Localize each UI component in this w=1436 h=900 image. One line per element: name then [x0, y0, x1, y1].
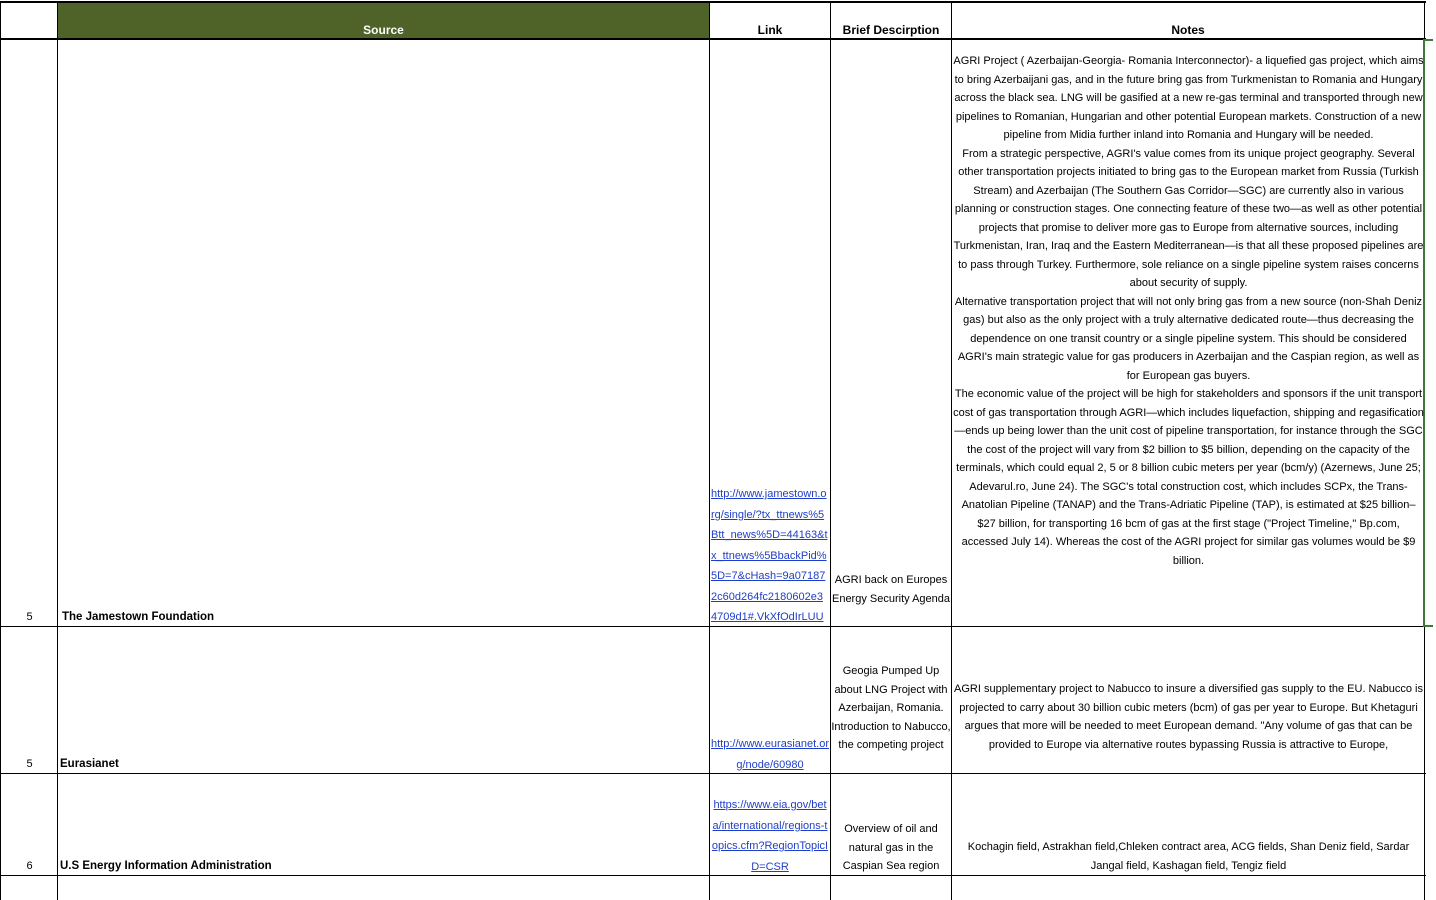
notes-cell[interactable]: [953, 680, 1424, 754]
notes-paragraph: the cost of the project will vary from $2 billion to $5 billion, depending on the capacity of the terminals, which could equal 2, 5 or 8 billion cubic meters per year (bcm/y) (Azernews, June 25; Adevarul.ro, June 24). The SGC's total construction cost, which includes SCPx, the Trans-Anatolian Pipeline (TANAP) and the Trans-Adriatic Pipeline (TAP), is estimated at $25 billion–$27 billion, for transporting 16 bcm of gas at the first stage ("Project Timeline," Bp.com, accessed July 14). Whereas the cost of the AGRI project for similar gas volumes would be $9 billion.: [956, 443, 1421, 567]
row-number[interactable]: 5: [26, 611, 33, 623]
brief-description-cell[interactable]: Geogia Pumped Up about LNG Project with Azerbaijan, Romania. Introduction to Nabucco, the competing project: [831, 665, 951, 751]
brief-description-cell[interactable]: AGRI back on Europes Energy Security Agenda: [831, 574, 951, 605]
notes-paragraph: The economic value of the project will be high for stakeholders and sponsors if the unit transport cost of gas transportation through AGRI—which includes liquefaction, shipping and regasification—ends up being lower than the unit cost of pipeline transportation, for instance through the SGC: [953, 388, 1424, 437]
link-cell[interactable]: https://www.eia.gov/beta/international/regions-topics.cfm?RegionTopicID=CSR: [711, 799, 829, 873]
source-cell[interactable]: U.S Energy Information Administration: [60, 860, 272, 872]
row-number[interactable]: 6: [26, 860, 33, 872]
row-number[interactable]: 5: [26, 758, 33, 770]
header-brief-description[interactable]: Brief Descirption: [842, 23, 940, 37]
header-source[interactable]: Source: [363, 23, 404, 37]
notes-paragraph: Kochagin field, Astrakhan field,Chleken contract area, ACG fields, Shan Deniz field, Sardar Jangal field, Kashagan field, Tengiz field: [967, 841, 1410, 872]
notes-paragraph: AGRI supplementary project to Nabucco to insure a diversified gas supply to the EU. Nabucco is projected to carry about 30 billion cubic meters (bcm) of gas per year to Europe. But Khetaguri argues that more will be needed to meet European demand. "Any volume of gas that can be provided to Europe via alternative routes bypassing Russia is attractive to Europe,: [954, 683, 1423, 751]
notes-cell[interactable]: [953, 52, 1424, 570]
link-cell[interactable]: http://www.eurasianet.org/node/60980: [711, 738, 830, 771]
notes-paragraph: AGRI Project ( Azerbaijan-Georgia- Romania Interconnector)- a liquefied gas project, which aims to bring Azerbaijani gas, and in the future bring gas from Turkmenistan to Romania and Hungary across the black sea. LNG will be gasified at a new re-gas terminal and transported through new pipelines to Romanian, Hungarian and other potential European markets. Construction of a new pipeline from Midia further inland into Romania and Hungary will be needed.: [953, 55, 1424, 141]
source-cell[interactable]: Eurasianet: [60, 758, 119, 770]
brief-description-cell[interactable]: Overview of oil and natural gas in the Caspian Sea region: [842, 823, 940, 872]
notes-paragraph: Alternative transportation project that will not only bring gas from a new source (non-Shah Deniz gas) but also as the only project with a truly alternative dedicated route—thus decreasing the dependence on one transit country or a single pipeline system. This should be considered AGRI's main strategic value for gas producers in Azerbaijan and the Caspian region, as well as for European gas buyers.: [954, 295, 1423, 382]
notes-cell[interactable]: [953, 838, 1424, 875]
link-cell[interactable]: http://www.jamestown.org/single/?tx_ttnews%5Btt_news%5D=44163&tx_ttnews%5BbackPid%5D=7&cHash=9a071872c60d264fc2180602e34709d1#.VkXfOdIrLUU: [711, 488, 828, 623]
source-cell[interactable]: The Jamestown Foundation: [62, 611, 215, 623]
notes-paragraph: From a strategic perspective, AGRI's value comes from its unique project geography. Several other transportation projects initiated to bring gas to the European market from Russia (Turkish Stream) and Azerbaijan (The Southern Gas Corridor—SGC) are currently also in various planning or construction stages. One connecting feature of these two—as well as other potential projects that promise to deliver more gas to Europe from alternative sources, including Turkmenistan, Iran, Iraq and the Eastern Mediterranean—is that all these proposed pipelines are to pass through Turkey. Furthermore, sole reliance on a single pipeline system raises concerns about security of supply.: [953, 147, 1424, 289]
header-notes[interactable]: Notes: [1171, 23, 1205, 37]
header-link[interactable]: Link: [757, 23, 783, 37]
